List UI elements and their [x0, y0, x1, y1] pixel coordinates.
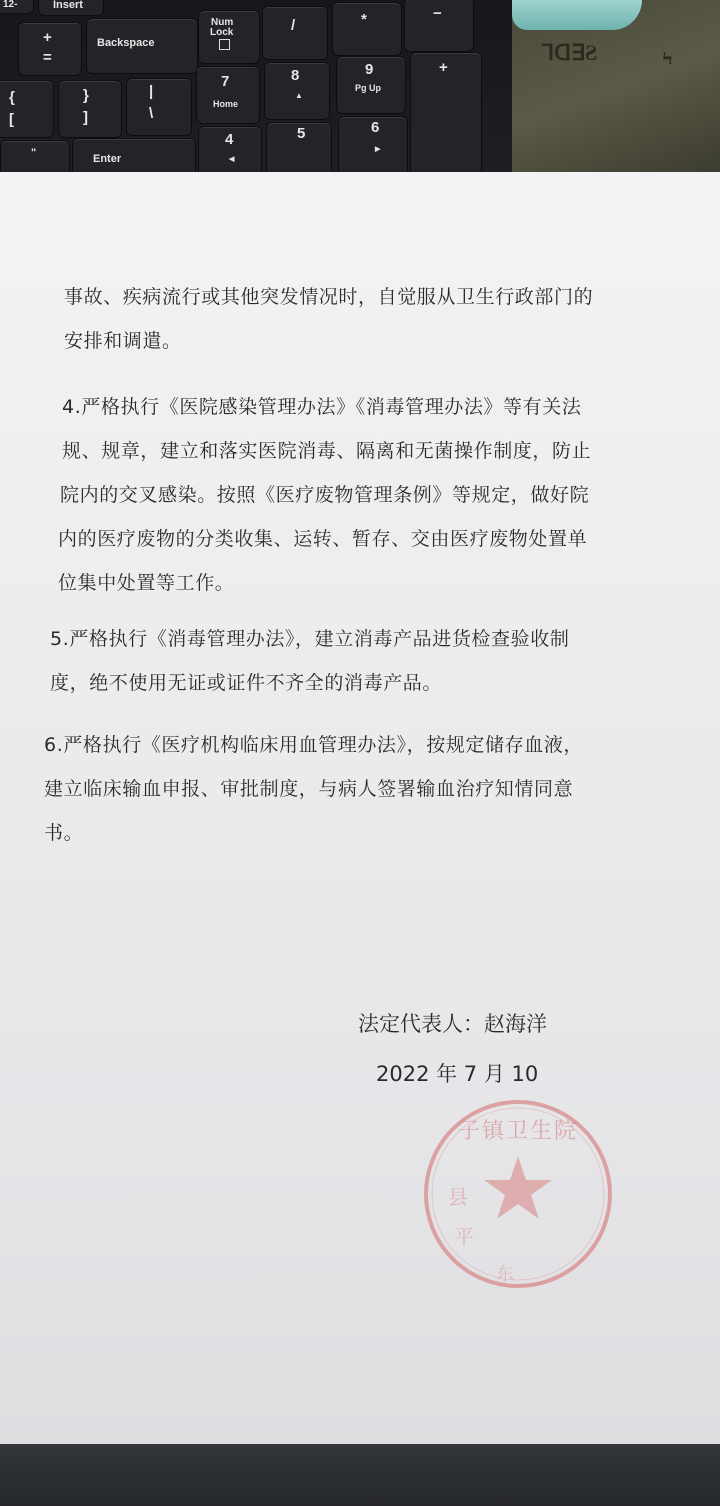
key-label: Lock [210, 27, 234, 38]
key-label: * [361, 11, 367, 28]
text-line: 建立临床输血申报、审批制度，与病人签署输血治疗知情同意 [44, 778, 574, 800]
key-label: Home [213, 99, 239, 109]
key-label: { [9, 89, 15, 106]
svg-text:子镇卫生院: 子镇卫生院 [457, 1119, 579, 1144]
key-num8 [264, 62, 330, 120]
key-label: 7 [221, 73, 230, 90]
key-brackets-open [0, 80, 54, 138]
key-brackets-close [58, 80, 122, 138]
arrow-right-icon: ▶ [375, 146, 381, 153]
text-line: 6.严格执行《医疗机构临床用血管理办法》，按规定储存血液， [44, 734, 584, 756]
desk-bottom-edge [0, 1444, 720, 1506]
text-line: 度，绝不使用无证或证件不齐全的消毒产品。 [50, 672, 443, 694]
key-num4 [198, 126, 262, 176]
key-label: Backspace [97, 37, 155, 49]
key-enter [72, 138, 196, 176]
key-backspace [86, 18, 198, 74]
key-label: + [43, 29, 52, 46]
key-asterisk [332, 2, 402, 56]
key-label: Insert [53, 0, 83, 11]
key-label: " [31, 147, 37, 159]
key-label: Enter [93, 153, 122, 165]
svg-text:县: 县 [448, 1185, 468, 1209]
key-insert [38, 0, 104, 16]
numlock-indicator-icon [219, 39, 230, 50]
document-page [0, 172, 720, 1444]
key-label: 4 [225, 131, 234, 148]
key-label: 9 [365, 61, 374, 78]
svg-text:平: 平 [454, 1225, 474, 1249]
arrow-left-icon: ◀ [229, 156, 235, 163]
text-line: 内的医疗废物的分类收集、运转、暂存、交由医疗废物处置单 [58, 528, 588, 550]
signature-date: 2022 年 7 月 10 [376, 1062, 539, 1086]
key-label: + [439, 59, 448, 76]
key-label: } [83, 87, 89, 104]
desk-marking: ⅂ᗡ∃Ƨ [542, 40, 598, 65]
key-label: = [43, 49, 52, 66]
key-label: 6 [371, 119, 380, 136]
cloth-edge [512, 0, 642, 30]
desk-surface [512, 0, 720, 176]
key-label: 12- [3, 0, 18, 10]
svg-text:东: 东 [496, 1264, 514, 1285]
key-label: Num [211, 17, 234, 28]
representative-label: 法定代表人： [358, 1012, 484, 1036]
text-line: 位集中处置等工作。 [58, 572, 235, 594]
signature-block [358, 1008, 547, 1038]
key-quote [0, 140, 70, 176]
key-num5 [266, 122, 332, 176]
text-line: 安排和调遣。 [64, 330, 182, 352]
text-line: 5.严格执行《消毒管理办法》，建立消毒产品进货检查验收制 [50, 628, 570, 650]
key-label: | [149, 83, 154, 100]
key-f12 [0, 0, 34, 14]
official-seal [418, 1094, 618, 1294]
seal-star-icon [484, 1156, 552, 1219]
arrow-up-icon: ▲ [295, 91, 303, 100]
key-num9 [336, 56, 406, 114]
text-line: 事故、疾病流行或其他突发情况时，自觉服从卫生行政部门的 [64, 286, 594, 308]
key-label: Pg Up [355, 83, 381, 93]
key-slash [262, 6, 328, 60]
key-label: \ [149, 105, 154, 122]
key-minus [404, 0, 474, 52]
key-backslash [126, 78, 192, 136]
desk-marking: Ϟ [662, 48, 673, 68]
key-plus-equals [18, 22, 82, 76]
key-label: ] [83, 109, 88, 126]
key-numlock [198, 10, 260, 64]
key-num7 [196, 66, 260, 124]
key-label: 5 [297, 125, 306, 142]
key-num6 [338, 116, 408, 176]
key-label: − [433, 5, 442, 22]
text-line: 院内的交叉感染。按照《医疗废物管理条例》等规定，做好院 [60, 484, 590, 506]
key-label: 8 [291, 67, 300, 84]
text-line: 规、规章，建立和落实医院消毒、隔离和无菌操作制度，防止 [62, 440, 592, 462]
representative-name: 赵海洋 [484, 1012, 547, 1036]
key-num-plus [410, 52, 482, 176]
key-label: [ [9, 111, 14, 128]
text-line: 书。 [44, 822, 84, 844]
text-line: 4.严格执行《医院感染管理办法》《消毒管理办法》等有关法 [62, 396, 582, 418]
key-label: / [291, 17, 296, 34]
